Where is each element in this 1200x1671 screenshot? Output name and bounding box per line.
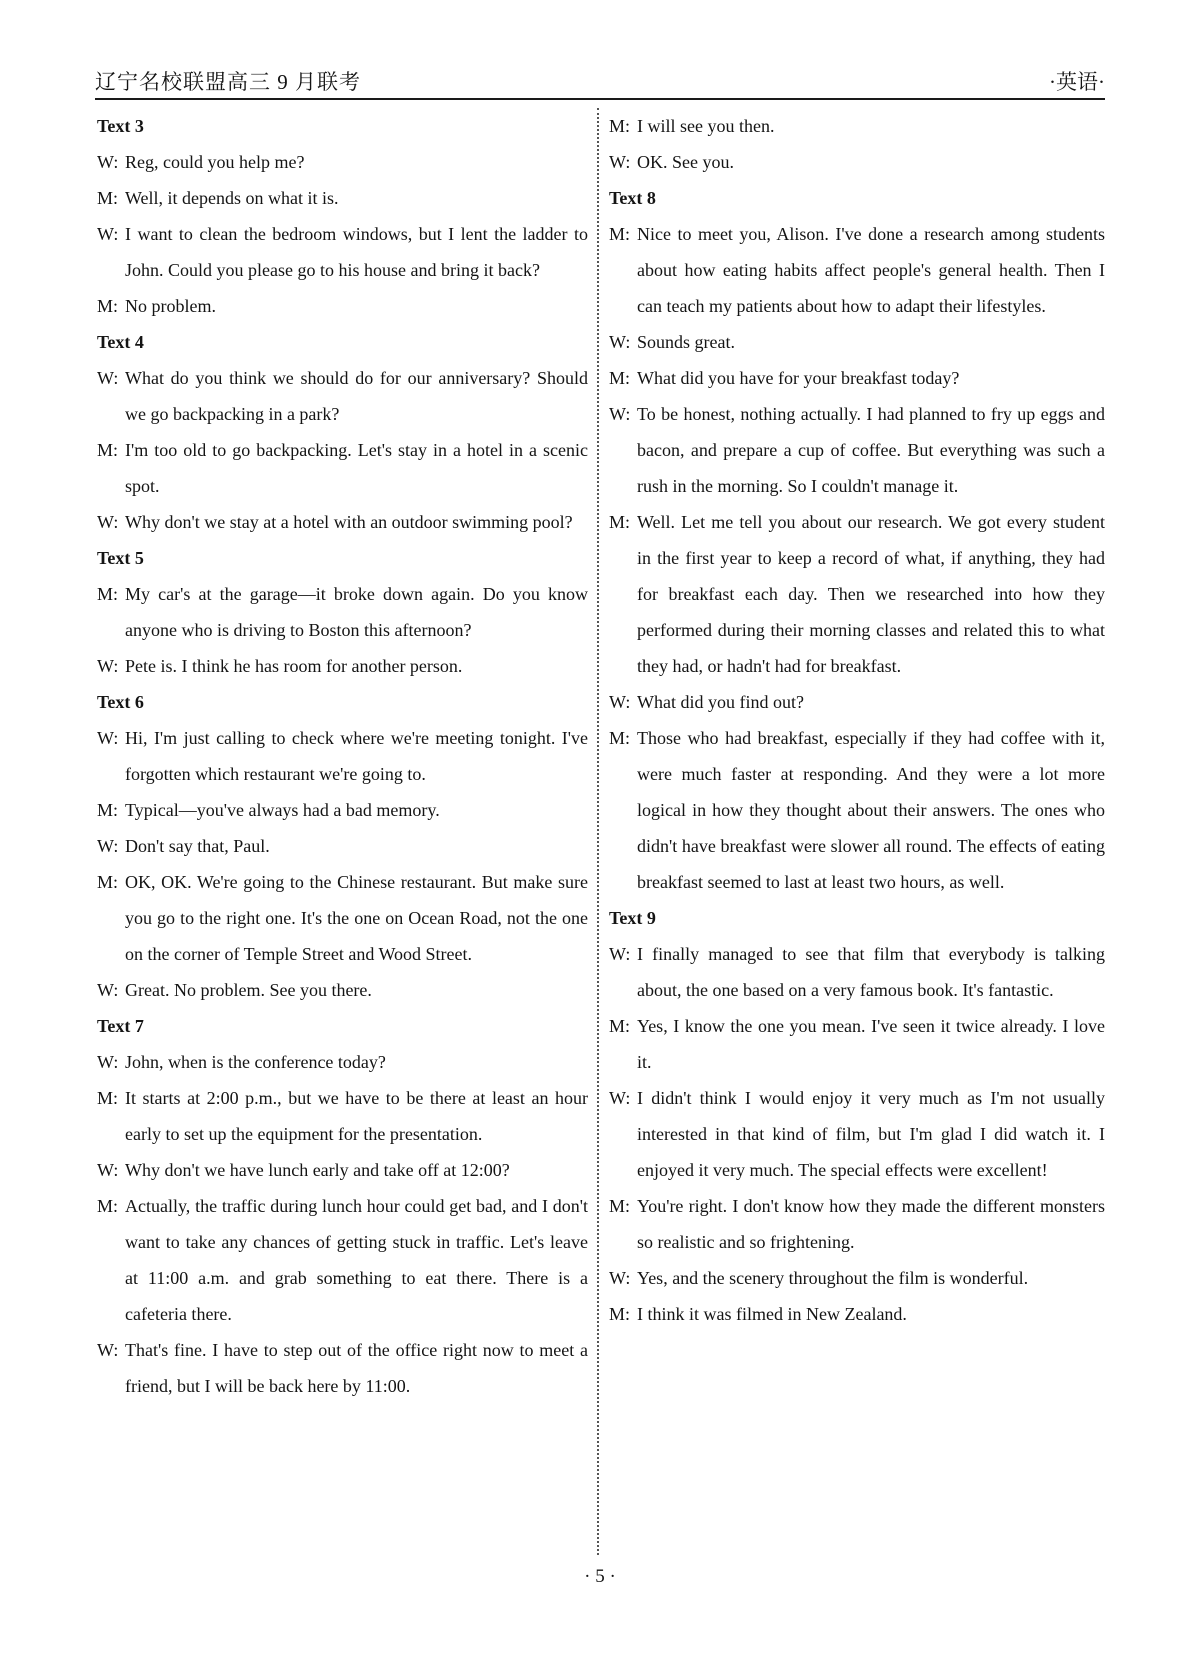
dialogue-line <box>609 1080 1105 1188</box>
page-number: · 5 · <box>584 1566 616 1587</box>
speaker-label: M: <box>97 872 119 892</box>
dialogue-text: To be honest, nothing actually. I had planned to fry up eggs and bacon, and prepare a cup of coffee. But everything was such a rush in the morning. So I couldn't manage it. <box>637 404 1105 496</box>
dialogue-line <box>609 360 1105 396</box>
right-column <box>609 108 1105 1332</box>
dialogue-line <box>97 648 588 684</box>
page-header <box>95 64 1105 100</box>
dialogue-line <box>609 396 1105 504</box>
dialogue-text: Yes, and the scenery throughout the film is wonderful. <box>637 1268 1029 1288</box>
dialogue-line <box>609 684 1105 720</box>
dialogue-text: You're right. I don't know how they made the different monsters so realistic and so frightening. <box>637 1196 1105 1252</box>
speaker-label: M: <box>97 188 119 208</box>
speaker-label: W: <box>609 332 631 352</box>
dialogue-text: No problem. <box>125 296 216 316</box>
section-heading: Text 5 <box>97 548 144 568</box>
speaker-label: W: <box>609 404 631 424</box>
speaker-label: M: <box>97 584 119 604</box>
speaker-label: W: <box>97 368 119 388</box>
dialogue-text: Yes, I know the one you mean. I've seen it twice already. I love it. <box>637 1016 1105 1072</box>
dialogue-text: Hi, I'm just calling to check where we're meeting tonight. I've forgotten which restaurant we're going to. <box>125 728 588 784</box>
dialogue-line <box>97 1188 588 1332</box>
dialogue-line <box>97 216 588 288</box>
dialogue-text: What did you have for your breakfast today? <box>637 368 960 388</box>
dialogue-text: John, when is the conference today? <box>125 1052 386 1072</box>
dialogue-text: I will see you then. <box>637 116 775 136</box>
speaker-label: M: <box>609 728 631 748</box>
speaker-label: M: <box>609 512 631 532</box>
dialogue-line <box>97 720 588 792</box>
dialogue-text: OK, OK. We're going to the Chinese restaurant. But make sure you go to the right one. It's the one on Ocean Road, not the one on the corner of Temple Street and Wood Street. <box>125 872 588 964</box>
dialogue-line <box>97 972 588 1008</box>
speaker-label: W: <box>97 1160 119 1180</box>
dialogue-line <box>609 1296 1105 1332</box>
speaker-label: M: <box>97 1088 119 1108</box>
dialogue-text: Well, it depends on what it is. <box>125 188 339 208</box>
dialogue-text: Great. No problem. See you there. <box>125 980 372 1000</box>
speaker-label: M: <box>609 1304 631 1324</box>
dialogue-line <box>97 792 588 828</box>
speaker-label: W: <box>609 692 631 712</box>
speaker-label: W: <box>97 512 119 532</box>
dialogue-line <box>609 936 1105 1008</box>
dialogue-line <box>609 504 1105 684</box>
dialogue-line <box>609 144 1105 180</box>
speaker-label: W: <box>609 1088 631 1108</box>
speaker-label: W: <box>97 980 119 1000</box>
speaker-label: W: <box>97 152 119 172</box>
speaker-label: W: <box>97 836 119 856</box>
dialogue-line <box>97 288 588 324</box>
dialogue-text: Don't say that, Paul. <box>125 836 270 856</box>
dialogue-line <box>97 144 588 180</box>
speaker-label: M: <box>97 1196 119 1216</box>
speaker-label: M: <box>97 800 119 820</box>
dialogue-text: I'm too old to go backpacking. Let's stay in a hotel in a scenic spot. <box>125 440 588 496</box>
section-heading: Text 9 <box>609 908 656 928</box>
dialogue-text: Those who had breakfast, especially if they had coffee with it, were much faster at responding. And they were a lot more logical in how they thought about their answers. The ones who didn't have breakfast were slower all round. The effects of eating breakfast seemed to last at least two hours, as well. <box>637 728 1105 892</box>
subject-label: ·英语· <box>1049 70 1105 94</box>
section-heading: Text 8 <box>609 188 656 208</box>
dialogue-line <box>97 504 588 540</box>
dialogue-line <box>97 576 588 648</box>
dialogue-text: That's fine. I have to step out of the office right now to meet a friend, but I will be back here by 11:00. <box>125 1340 588 1396</box>
dialogue-line <box>609 324 1105 360</box>
dialogue-text: Well. Let me tell you about our research. We got every student in the first year to keep a record of what, if anything, they had for breakfast each day. Then we researched into how they performed during their morning classes and related this to what they had, or hadn't had for breakfast. <box>637 512 1105 676</box>
speaker-label: M: <box>609 1016 631 1036</box>
speaker-label: M: <box>609 368 631 388</box>
dialogue-text: I think it was filmed in New Zealand. <box>637 1304 907 1324</box>
dialogue-line <box>97 432 588 504</box>
dialogue-text: I didn't think I would enjoy it very much as I'm not usually interested in that kind of film, but I'm glad I did watch it. I enjoyed it very much. The special effects were excellent! <box>637 1088 1105 1180</box>
dialogue-line <box>609 216 1105 324</box>
speaker-label: W: <box>97 1340 119 1360</box>
speaker-label: W: <box>97 728 119 748</box>
dialogue-text: Why don't we have lunch early and take off at 12:00? <box>125 1160 510 1180</box>
dialogue-text: Nice to meet you, Alison. I've done a research among students about how eating habits affect people's general health. Then I can teach my patients about how to adapt their lifestyles. <box>637 224 1105 316</box>
dialogue-line <box>97 828 588 864</box>
dialogue-line <box>97 1152 588 1188</box>
dialogue-line <box>97 864 588 972</box>
speaker-label: W: <box>609 1268 631 1288</box>
dialogue-line <box>609 108 1105 144</box>
section-heading: Text 6 <box>97 692 144 712</box>
section-heading: Text 3 <box>97 116 144 136</box>
dialogue-text: Pete is. I think he has room for another person. <box>125 656 463 676</box>
speaker-label: M: <box>609 224 631 244</box>
dialogue-text: Reg, could you help me? <box>125 152 305 172</box>
dialogue-line <box>609 1188 1105 1260</box>
dialogue-line <box>97 1080 588 1152</box>
dialogue-text: Why don't we stay at a hotel with an outdoor swimming pool? <box>125 512 573 532</box>
speaker-label: W: <box>97 1052 119 1072</box>
left-column <box>97 108 588 1404</box>
dialogue-line <box>609 720 1105 900</box>
speaker-label: M: <box>609 116 631 136</box>
speaker-label: M: <box>97 440 119 460</box>
dialogue-line <box>609 1260 1105 1296</box>
speaker-label: W: <box>97 656 119 676</box>
speaker-label: M: <box>97 296 119 316</box>
dialogue-text: My car's at the garage—it broke down again. Do you know anyone who is driving to Boston this afternoon? <box>125 584 588 640</box>
dialogue-line <box>609 1008 1105 1080</box>
dialogue-text: What did you find out? <box>637 692 804 712</box>
speaker-label: W: <box>609 152 631 172</box>
dialogue-line <box>97 1332 588 1404</box>
dialogue-text: I want to clean the bedroom windows, but I lent the ladder to John. Could you please go to his house and bring it back? <box>125 224 588 280</box>
speaker-label: W: <box>97 224 119 244</box>
column-divider <box>597 108 599 1555</box>
dialogue-text: OK. See you. <box>637 152 734 172</box>
section-heading: Text 7 <box>97 1016 144 1036</box>
dialogue-line <box>97 360 588 432</box>
dialogue-line <box>97 180 588 216</box>
dialogue-text: Typical—you've always had a bad memory. <box>125 800 440 820</box>
speaker-label: W: <box>609 944 631 964</box>
dialogue-text: It starts at 2:00 p.m., but we have to be there at least an hour early to set up the equipment for the presentation. <box>125 1088 588 1144</box>
dialogue-text: What do you think we should do for our anniversary? Should we go backpacking in a park? <box>125 368 588 424</box>
dialogue-text: Actually, the traffic during lunch hour could get bad, and I don't want to take any chances of getting stuck in traffic. Let's leave at 11:00 a.m. and grab something to eat there. There is a cafeteria there. <box>125 1196 588 1324</box>
dialogue-text: Sounds great. <box>637 332 735 352</box>
exam-title: 辽宁名校联盟高三 9 月联考 <box>95 70 361 94</box>
speaker-label: M: <box>609 1196 631 1216</box>
dialogue-text: I finally managed to see that film that everybody is talking about, the one based on a very famous book. It's fantastic. <box>637 944 1105 1000</box>
section-heading: Text 4 <box>97 332 144 352</box>
dialogue-line <box>97 1044 588 1080</box>
